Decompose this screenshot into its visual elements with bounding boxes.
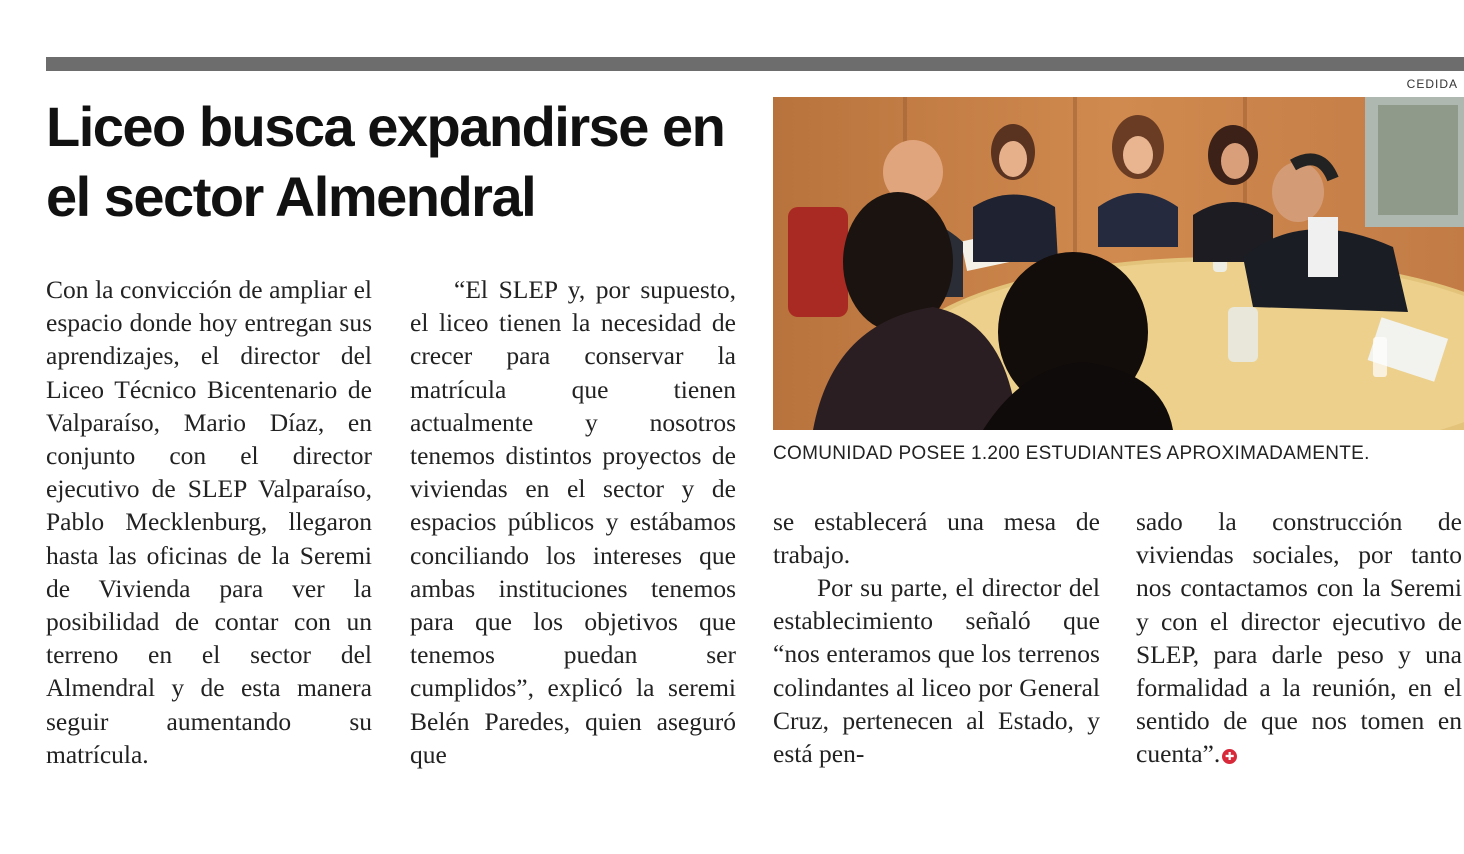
photo-caption: COMUNIDAD POSEE 1.200 ESTUDIANTES APROXIMADAMENTE. xyxy=(773,443,1370,464)
headline: Liceo busca expandirse en el sector Almendral xyxy=(46,95,725,228)
meeting-photo-illustration xyxy=(773,97,1464,430)
body-paragraph-1: Con la convicción de ampliar el espacio donde hoy entregan sus aprendizajes, el director del Liceo Técnico Bicentenario de Valparaíso, Mario Díaz, en conjunto con el director ejecutivo de SLEP Valparaíso, Pablo Mecklenburg, llegaron hasta las oficinas de la Seremi de Vivienda para ver la posibilidad de contar con un terreno en el sector del Almendral y de esta manera seguir aumentando su matrícula. xyxy=(46,275,372,769)
article-photo xyxy=(773,97,1464,430)
body-paragraph-5-text: sado la construcción de viviendas sociales, por tanto nos contactamos con la Seremi y con el director ejecutivo de SLEP, para darle peso y una formalidad a la reunión, en el sentido de que nos tomen en cuenta”. xyxy=(1136,507,1462,769)
body-paragraph-5 xyxy=(1136,505,1462,771)
body-paragraph-4: Por su parte, el director del establecimiento señaló que “nos enteramos que los terrenos colindantes al liceo por General Cruz, pertenecen al Estado, y está pen- xyxy=(773,573,1100,769)
end-of-article-icon: ✚ xyxy=(1222,749,1237,764)
top-rule xyxy=(46,57,1464,71)
body-paragraph-3: se establecerá una mesa de trabajo. xyxy=(773,507,1100,570)
body-paragraph-2: “El SLEP y, por supuesto, el liceo tienen la necesidad de crecer para conservar la matrícula que tienen actualmente y nosotros tenemos distintos proyectos de viviendas en el sector y de espacios públicos y estábamos conciliando los intereses que ambas instituciones tenemos para que los objetivos que tenemos puedan ser cumplidos”, explicó la seremi Belén Paredes, quien aseguró que xyxy=(410,275,736,769)
photo-credit: CEDIDA xyxy=(1406,77,1458,91)
